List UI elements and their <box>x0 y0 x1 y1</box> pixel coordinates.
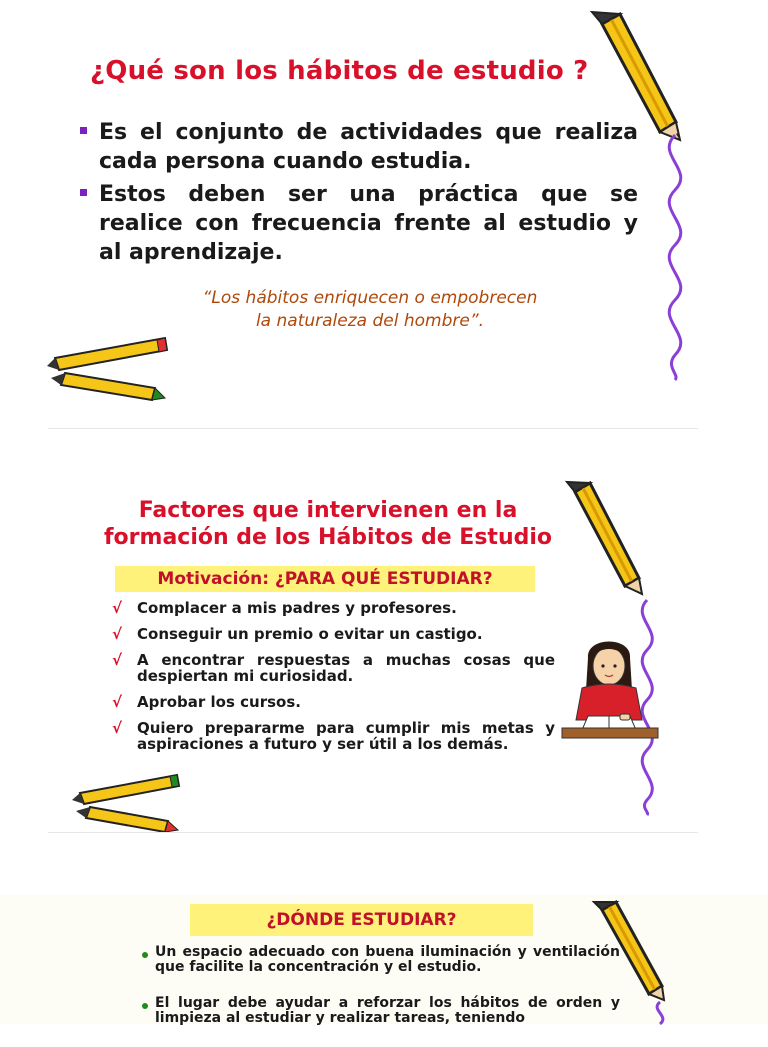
check-icon: √ <box>112 599 123 617</box>
slide1-bullet: Es el conjunto de actividades que realiza cada persona cuando estudia. <box>78 118 638 176</box>
check-icon: √ <box>112 651 123 669</box>
slide2-check-item: √ Complacer a mis padres y profesores. <box>112 599 457 617</box>
pencil-icon <box>590 10 685 140</box>
slide1-bullet: Estos deben ser una práctica que se realice con frecuencia frente al estudio y al aprendizaje. <box>78 180 638 267</box>
crossed-pencils-icon <box>45 328 175 408</box>
slide2-check-item: √ A encontrar respuestas a muchas cosas que despiertan mi curiosidad. <box>112 651 555 685</box>
pencil-icon <box>565 480 645 595</box>
slide3-subtitle: ¿DÓNDE ESTUDIAR? <box>266 910 457 930</box>
bullet-dot-icon <box>142 1003 148 1009</box>
bullet-square-icon <box>80 127 87 134</box>
slide-divider <box>48 832 698 833</box>
slide2-check-list <box>112 600 555 762</box>
pencil-icon <box>592 900 667 1000</box>
bullet-square-icon <box>80 189 87 196</box>
bullet-dot-icon <box>142 952 148 958</box>
slide2-check-item: √ Quiero prepararme para cumplir mis metas y aspiraciones a futuro y ser útil a los demás. <box>112 719 555 753</box>
check-icon: √ <box>112 719 123 737</box>
slide3-bullet: Un espacio adecuado con buena iluminación y ventilación que facilite la concentración y el estudio. <box>142 945 620 975</box>
slide2-subtitle: Motivación: ¿PARA QUÉ ESTUDIAR? <box>157 569 493 589</box>
squiggle-line <box>650 135 700 380</box>
slide2-subtitle-box <box>115 566 535 592</box>
slide2-check-item: √ Conseguir un premio o evitar un castigo. <box>112 625 483 643</box>
slide1-title: ¿Qué son los hábitos de estudio ? <box>90 56 589 86</box>
student-girl-illustration <box>560 628 660 753</box>
slide1-quote: “Los hábitos enriquecen o empobrecen la naturaleza del hombre”. <box>202 288 538 331</box>
slide1-bullet-list <box>78 118 638 271</box>
slide3-subtitle-box <box>190 904 533 936</box>
squiggle-line <box>645 1002 675 1024</box>
crossed-pencils-icon <box>72 765 187 840</box>
slide2-check-item: √ Aprobar los cursos. <box>112 693 301 711</box>
slide3-bullet-list <box>142 945 620 1047</box>
check-icon: √ <box>112 625 123 643</box>
slide2-title: Factores que intervienen en la formación de los Hábitos de Estudio <box>103 498 553 550</box>
slide-divider <box>48 428 698 429</box>
slide3-bullet: El lugar debe ayudar a reforzar los hábitos de orden y limpieza al estudiar y realizar tareas, teniendo <box>142 996 620 1026</box>
check-icon: √ <box>112 693 123 711</box>
